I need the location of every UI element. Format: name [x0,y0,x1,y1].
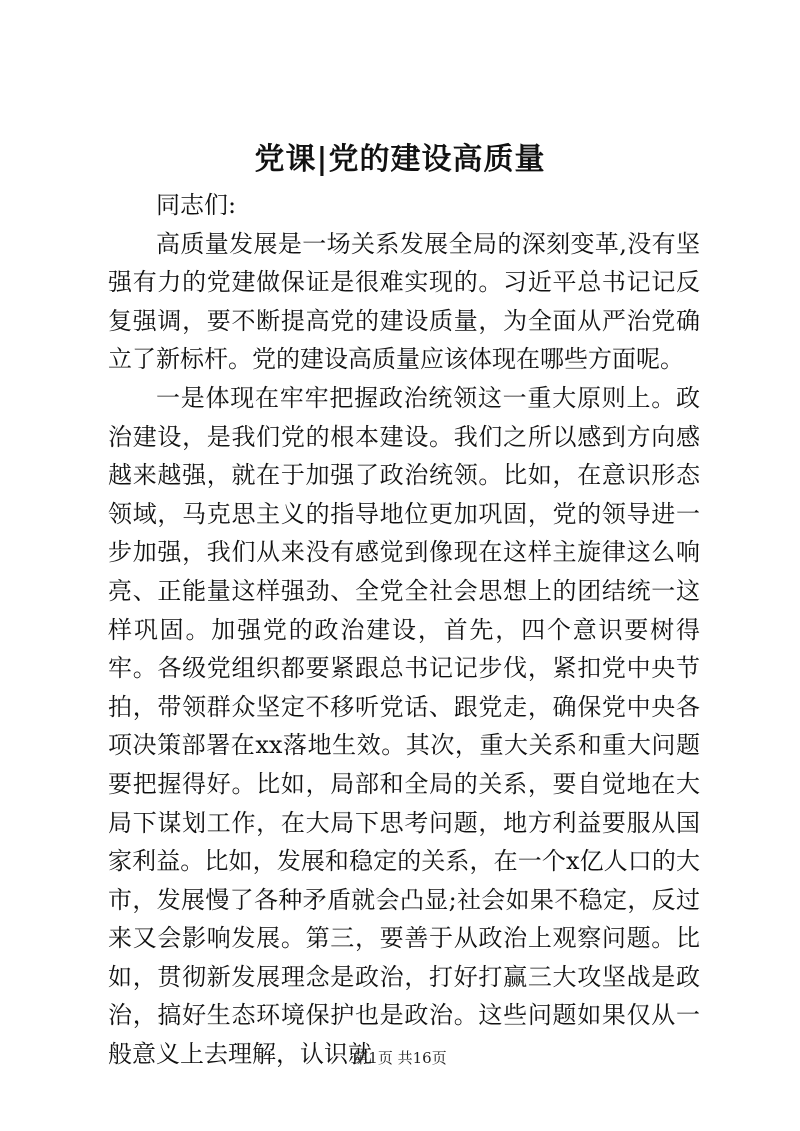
document-body [108,186,700,1074]
page-footer [0,1048,800,1068]
document-title: 党课|党的建设高质量 [254,142,546,177]
body-paragraph-2: 一是体现在牢牢把握政治统领这一重大原则上。政治建设，是我们党的根本建设。我们之所以感到方向感越来越强，就在于加强了政治统领。比如，在意识形态领域，马克思主义的指导地位更加巩固，党的领导进一步加强，我们从来没有感觉到像现在这样主旋律这么响亮、正能量这样强劲、全党全社会思想上的团结统一这样巩固。加强党的政治建设，首先，四个意识要树得牢。各级党组织都要紧跟总书记记步伐，紧扣党中央节拍，带领群众坚定不移听党话、跟党走，确保党中央各项决策部署在xx落地生效。其次，重大关系和重大问题要把握得好。比如，局部和全局的关系，要自觉地在大局下谋划工作，在大局下思考问题，地方利益要服从国家利益。比如，发展和稳定的关系，在一个x亿人口的大市，发展慢了各种矛盾就会凸显;社会如果不稳定，反过来又会影响发展。第三，要善于从政治上观察问题。比如，贯彻新发展理念是政治，打好打赢三大攻坚战是政治，搞好生态环境保护也是政治。这些问题如果仅从一般意义上去理解，认识就 [108,383,700,1069]
page-number-label: 第1页 共16页 [353,1049,447,1067]
body-paragraph-1: 高质量发展是一场关系发展全局的深刻变革,没有坚强有力的党建做保证是很难实现的。习近平总书记记反复强调，要不断提高党的建设质量，为全面从严治党确立了新标杆。党的建设高质量应该体现在哪些方面呢。 [108,229,700,374]
salutation-paragraph: 同志们: [156,191,237,219]
